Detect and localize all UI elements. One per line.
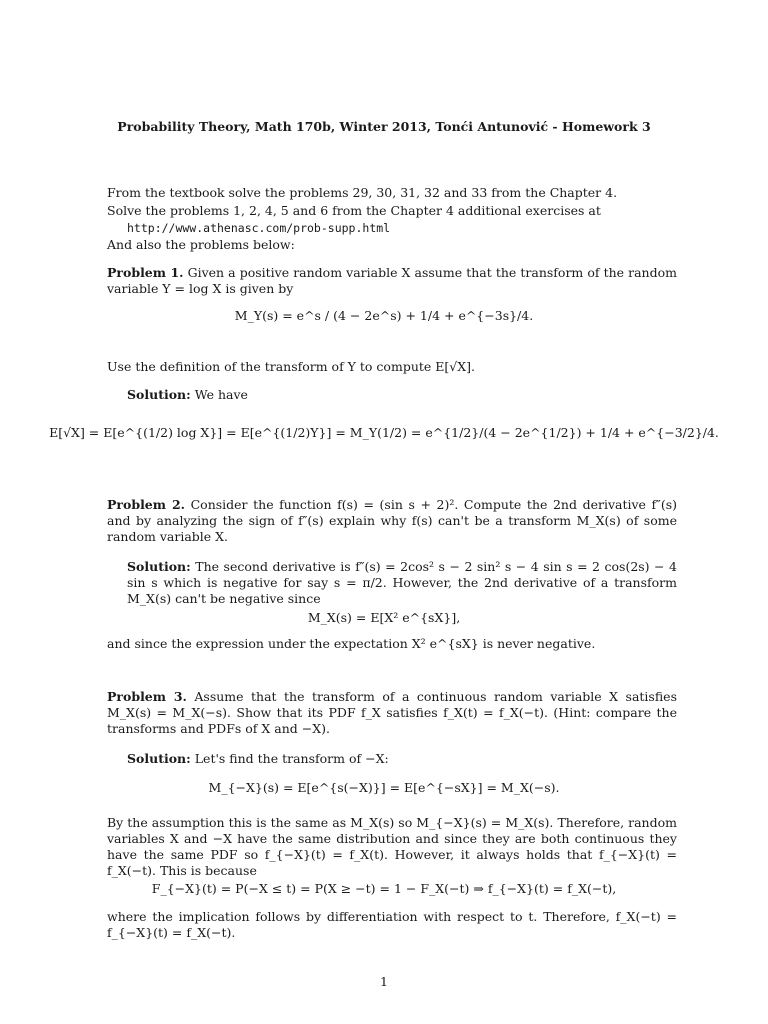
problem-2-closing: and since the expression under the expectation X² e^{sX} is never negative. bbox=[107, 636, 596, 651]
intro-line-3: And also the problems below: bbox=[107, 237, 295, 252]
supplement-url[interactable]: http://www.athenasc.com/prob-supp.html bbox=[127, 221, 391, 235]
problem-1-solution-text: We have bbox=[194, 387, 248, 402]
problem-3-text: Assume that the transform of a continuous random variable X satisfies M_X(s) = M_X(−s). Show that its PDF f_X satisfies f_X(t) = f_X(−t). (Hint: compare the transforms and PDFs of X and −X). bbox=[107, 689, 677, 736]
problem-2-label: Problem 2. bbox=[107, 497, 186, 512]
problem-3-closing: where the implication follows by differentiation with respect to t. Therefore, f_X(−t) = f_{−X}(t) = f_X(−t). bbox=[107, 909, 677, 940]
problem-1-label: Problem 1. bbox=[107, 265, 184, 280]
intro-line-1: From the textbook solve the problems 29, 30, 31, 32 and 33 from the Chapter 4. bbox=[107, 185, 618, 200]
problem-2-text: Consider the function f(s) = (sin s + 2)². Compute the 2nd derivative f″(s) and by analyzing the sign of f″(s) explain why f(s) can't be a transform M_X(s) of some random variable X. bbox=[107, 497, 677, 544]
problem-3-statement bbox=[107, 689, 677, 737]
problem-1-solution-label: Solution: bbox=[127, 387, 191, 402]
problem-3-solution-label: Solution: bbox=[127, 751, 191, 766]
page-number: 1 bbox=[380, 974, 388, 989]
problem-1-task: Use the definition of the transform of Y to compute E[√X]. bbox=[107, 359, 475, 374]
problem-2-solution bbox=[107, 559, 677, 607]
problem-2-solution-label: Solution: bbox=[127, 559, 191, 574]
document-title: Probability Theory, Math 170b, Winter 2013, Tonći Antunović - Homework 3 bbox=[117, 119, 651, 134]
problem-1-statement bbox=[107, 265, 677, 297]
problem-3-solution bbox=[107, 751, 697, 767]
problem-2-equation: M_X(s) = E[X² e^{sX}], bbox=[307, 610, 461, 625]
problem-3-paragraph: By the assumption this is the same as M_X(s) so M_{−X}(s) = M_X(s). Therefore, random variables X and −X have the same distribution and since they are both continuous they have the same PDF so f_{−X}(t) = f_X(t). However, it always holds that f_{−X}(t) = f_X(−t). This is because bbox=[107, 815, 677, 878]
problem-1-equation: M_Y(s) = e^s / (4 − 2e^s) + 1/4 + e^{−3s}/4. bbox=[234, 308, 534, 323]
problem-3-solution-text: Let's find the transform of −X: bbox=[194, 751, 389, 766]
problem-3-equation-2: F_{−X}(t) = P(−X ≤ t) = P(X ≥ −t) = 1 − F_X(−t) ⇒ f_{−X}(t) = f_X(−t), bbox=[151, 881, 617, 896]
problem-2-statement bbox=[107, 497, 677, 545]
problem-1-text: Given a positive random variable X assume that the transform of the random variable Y = log X is given by bbox=[107, 265, 677, 296]
problem-1-solution bbox=[107, 387, 697, 403]
problem-2-solution-text: The second derivative is f″(s) = 2cos² s − 2 sin² s − 4 sin s = 2 cos(2s) − 4 sin s which is negative for say s = π/2. However, the 2nd derivative of a transform M_X(s) can't be negative since bbox=[127, 559, 677, 606]
problem-1-solution-equation: E[√X] = E[e^{(1/2) log X}] = E[e^{(1/2)Y}] = M_Y(1/2) = e^{1/2}/(4 − 2e^{1/2}) + 1/4 + e^{−3/2}/4. bbox=[49, 425, 719, 440]
problem-3-label: Problem 3. bbox=[107, 689, 187, 704]
problem-3-equation-1: M_{−X}(s) = E[e^{s(−X)}] = E[e^{−sX}] = M_X(−s). bbox=[208, 780, 560, 795]
intro-line-2: Solve the problems 1, 2, 4, 5 and 6 from the Chapter 4 additional exercises at bbox=[107, 203, 601, 218]
